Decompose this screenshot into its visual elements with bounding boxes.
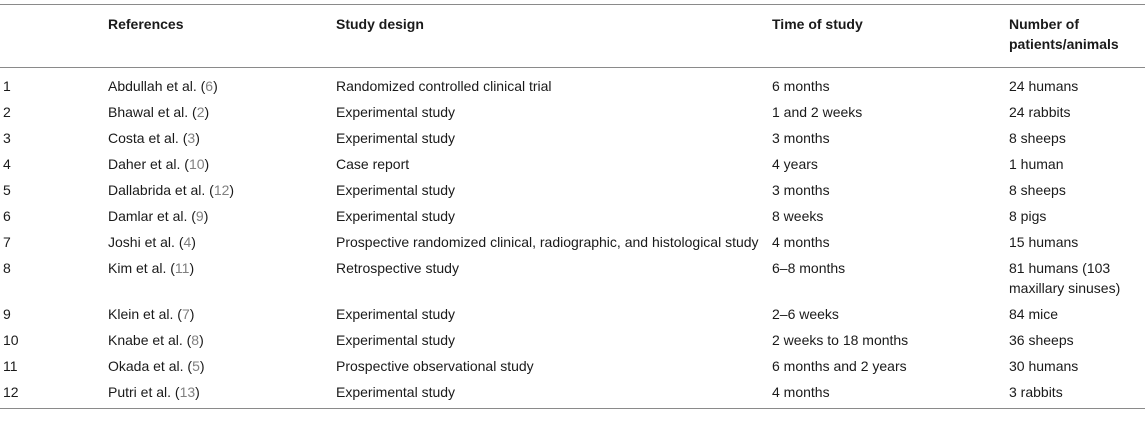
reference-cell: Okada et al. (5) [108,358,205,374]
reference-link[interactable]: 10 [188,156,205,172]
reference-link[interactable]: 12 [213,182,230,198]
table-row [0,255,1145,301]
study-design-cell: Experimental study [336,306,456,322]
time-of-study-cell: 4 months [772,379,1009,409]
reference-link[interactable]: 7 [181,306,190,322]
reference-cell: Knabe et al. (8) [108,332,204,348]
reference-cell: Dallabrida et al. (12) [108,182,235,198]
study-design-cell: Experimental study [336,104,456,120]
subjects-count-cell: 36 sheeps [1009,332,1074,348]
reference-name: Knabe et al. [108,332,183,348]
reference-link[interactable]: 4 [183,234,192,250]
study-design-cell: Randomized controlled clinical trial [336,78,552,94]
subjects-count-cell: 3 rabbits [1009,379,1145,409]
time-of-study-cell: 2 weeks to 18 months [772,332,909,348]
header-num [0,5,108,68]
table-row [0,99,1145,125]
time-of-study-cell: 8 weeks [772,208,824,224]
study-design-cell: Experimental study [336,379,772,409]
table-row [0,125,1145,151]
reference-cell: Damlar et al. (9) [108,208,209,224]
reference-link[interactable]: 6 [205,78,214,94]
reference-name: Kim et al. [108,260,167,276]
row-number: 5 [3,182,11,198]
header-study-design: Study design [336,5,772,68]
row-number: 11 [3,358,18,374]
row-number: 12 [0,379,108,409]
time-of-study-cell: 2–6 weeks [772,306,839,322]
time-of-study-cell: 6 months [772,78,830,94]
row-number: 6 [3,208,11,224]
subjects-count-cell: 24 humans [1009,78,1079,94]
subjects-count-cell: 30 humans [1009,358,1079,374]
row-number: 3 [3,130,11,146]
row-number: 4 [3,156,11,172]
subjects-count-cell: 84 mice [1009,306,1059,322]
study-design-cell: Retrospective study [336,260,459,276]
reference-name: Putri et al. [108,384,172,400]
study-design-cell: Case report [336,156,410,172]
table-row [0,301,1145,327]
table-row [0,379,1145,409]
subjects-count-cell: 8 sheeps [1009,130,1066,146]
reference-link[interactable]: 3 [187,130,196,146]
row-number: 7 [3,234,11,250]
subjects-count-cell: 24 rabbits [1009,104,1071,120]
reference-name: Costa et al. [108,130,179,146]
reference-cell: Bhawal et al. (2) [108,104,210,120]
header-time-of-study: Time of study [772,5,1009,68]
time-of-study-cell: 6 months and 2 years [772,358,907,374]
subjects-count-cell: 81 humans (103 maxillary sinuses) [1009,260,1121,296]
reference-name: Bhawal et al. [108,104,189,120]
row-number: 1 [3,78,11,94]
study-design-cell: Experimental study [336,208,456,224]
subjects-count-cell: 8 sheeps [1009,182,1066,198]
study-design-cell: Experimental study [336,332,456,348]
reference-link[interactable]: 11 [174,260,190,276]
row-number: 10 [3,332,19,348]
table-row [0,203,1145,229]
time-of-study-cell: 3 months [772,130,830,146]
table-row [0,68,1145,100]
reference-link[interactable]: 5 [192,358,200,374]
time-of-study-cell: 3 months [772,182,830,198]
table-row [0,177,1145,203]
table-row [0,327,1145,353]
reference-cell: Daher et al. (10) [108,156,210,172]
time-of-study-cell: 6–8 months [772,260,846,276]
reference-name: Dallabrida et al. [108,182,206,198]
reference-name: Joshi et al. [108,234,175,250]
reference-cell: Putri et al. (13) [108,379,336,409]
reference-cell: Abdullah et al. (6) [108,78,218,94]
time-of-study-cell: 1 and 2 weeks [772,104,863,120]
studies-table [0,4,1145,409]
reference-name: Damlar et al. [108,208,188,224]
row-number: 8 [3,260,11,276]
table-header [0,5,1145,68]
reference-cell: Kim et al. (11) [108,260,195,276]
header-references: References [108,5,336,68]
row-number: 2 [3,104,11,120]
reference-link[interactable]: 2 [196,104,205,120]
study-design-cell: Experimental study [336,130,456,146]
row-number: 9 [3,306,11,322]
study-design-cell: Prospective observational study [336,358,534,374]
reference-cell: Costa et al. (3) [108,130,200,146]
table-row [0,353,1145,379]
reference-name: Klein et al. [108,306,174,322]
time-of-study-cell: 4 months [772,234,830,250]
table-row [0,151,1145,177]
header-number-of-patients: Number of patients/animals [1009,5,1145,68]
header-row [0,5,1145,68]
table-row [0,229,1145,255]
subjects-count-cell: 1 human [1009,156,1064,172]
study-design-cell: Experimental study [336,182,456,198]
study-design-cell: Prospective randomized clinical, radiographic, and histological study [336,234,759,250]
time-of-study-cell: 4 years [772,156,818,172]
reference-cell: Klein et al. (7) [108,306,195,322]
reference-cell: Joshi et al. (4) [108,234,196,250]
reference-name: Daher et al. [108,156,181,172]
subjects-count-cell: 15 humans [1009,234,1079,250]
subjects-count-cell: 8 pigs [1009,208,1047,224]
reference-link[interactable]: 9 [195,208,204,224]
reference-name: Abdullah et al. [108,78,197,94]
reference-link[interactable]: 13 [179,384,196,400]
reference-link[interactable]: 8 [191,332,200,348]
table-body [0,68,1145,409]
reference-name: Okada et al. [108,358,184,374]
